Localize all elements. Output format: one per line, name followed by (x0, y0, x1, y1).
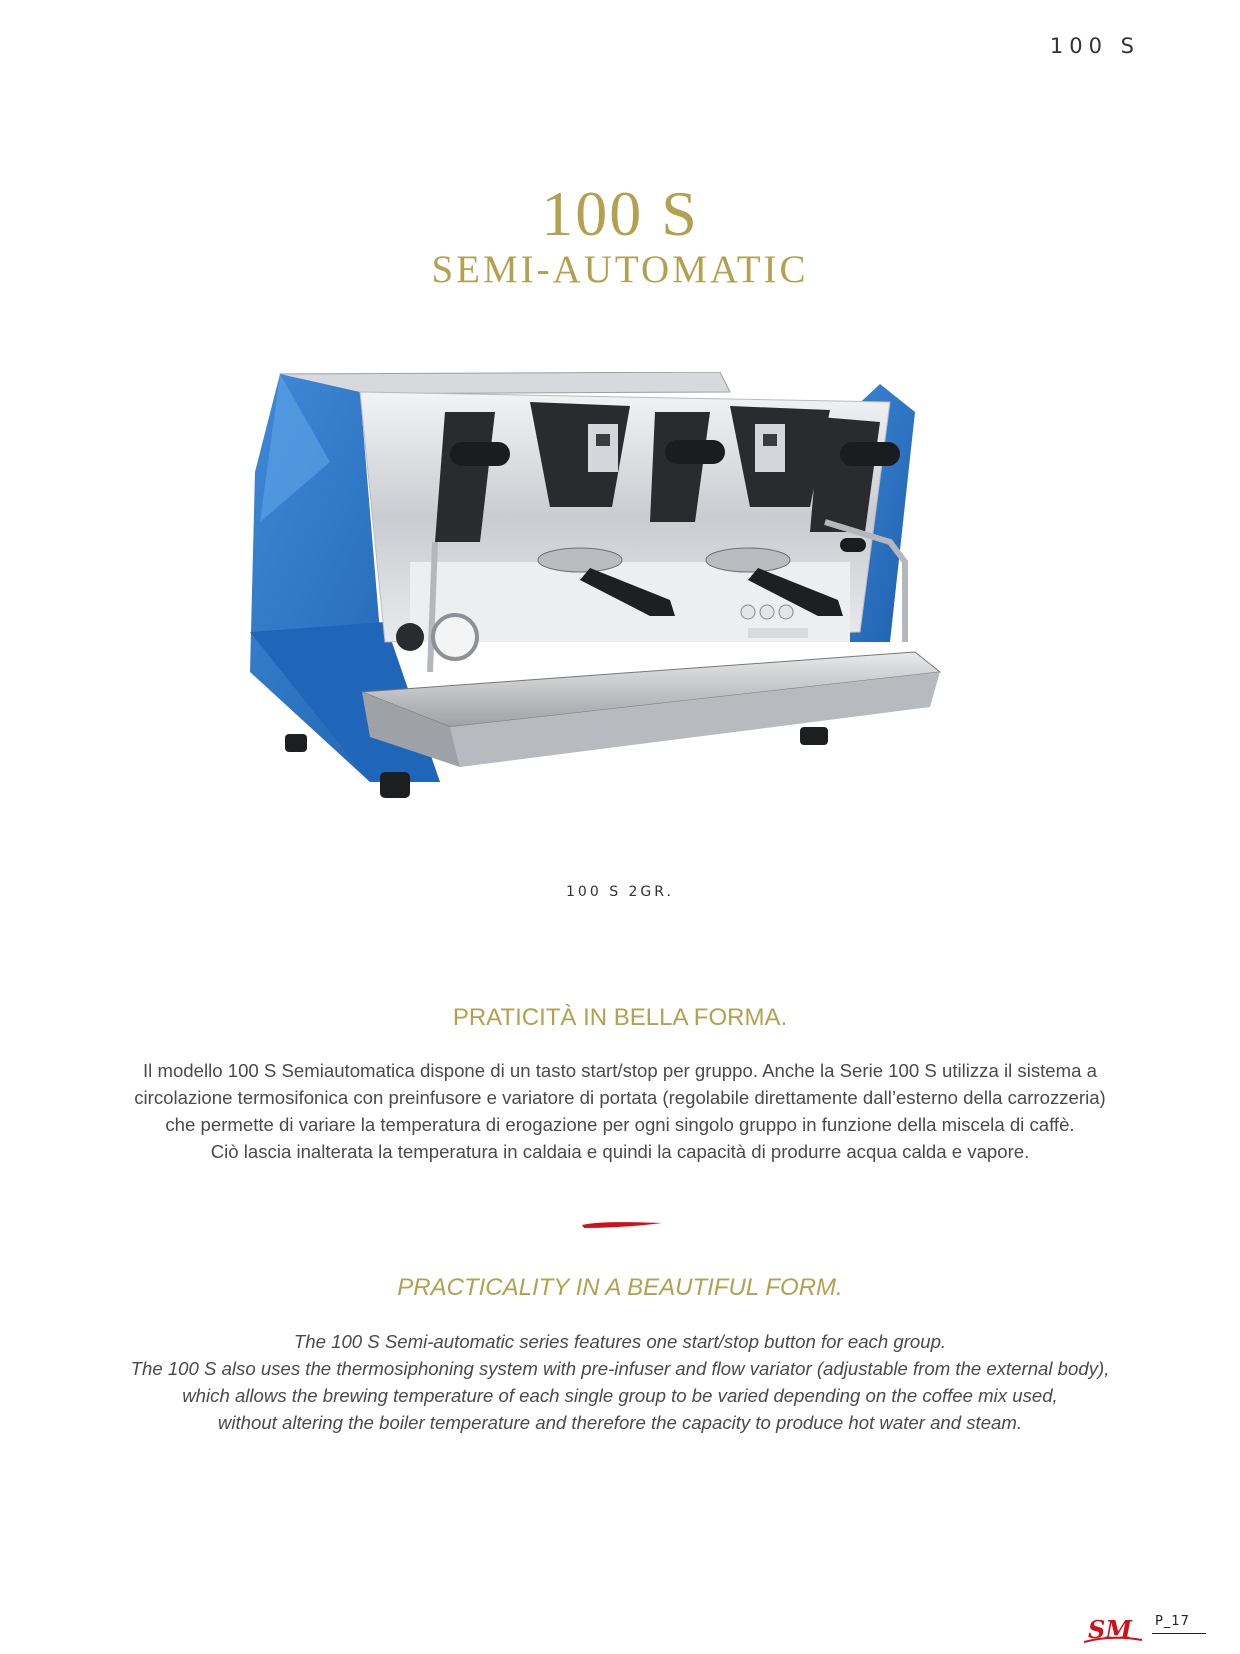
paragraph-line: The 100 S Semi-automatic series features one start/stop button for each group. (293, 1331, 947, 1352)
page-subtitle: SEMI-AUTOMATIC (431, 248, 809, 291)
page-number: P_17 (1155, 1614, 1190, 1629)
page-number-underline (1152, 1633, 1206, 1634)
red-brush-divider (580, 1218, 664, 1230)
paragraph-line: circolazione termosifonica con preinfusore e variatore di portata (regolabile direttamente dall’esterno della carrozzeria) (134, 1087, 1106, 1108)
english-paragraph (60, 1328, 1180, 1436)
paragraph-line: which allows the brewing temperature of each single group to be varied depending on the coffee mix used, (182, 1385, 1058, 1406)
page-title: 100 S (541, 178, 699, 249)
paragraph-line: Ciò lascia inalterata la temperatura in caldaia e quindi la capacità di produrre acqua calda e vapore. (210, 1141, 1030, 1162)
italian-heading: PRATICITÀ IN BELLA FORMA. (452, 1004, 788, 1031)
english-heading: PRACTICALITY IN A BEAUTIFUL FORM. (397, 1274, 843, 1301)
pressure-gauge (433, 615, 477, 659)
paragraph-line: Il modello 100 S Semiautomatica dispone di un tasto start/stop per gruppo. Anche la Serie 100 S utilizza il sistema a (143, 1060, 1097, 1081)
model-code-header: 100 S (1049, 34, 1140, 58)
paragraph-line: che permette di variare la temperatura di erogazione per ogni singolo gruppo in funzione della miscela di caffè. (165, 1114, 1075, 1135)
image-caption: 100 S 2GR. (566, 884, 674, 900)
paragraph-line: without altering the boiler temperature and therefore the capacity to produce hot water and steam. (217, 1412, 1023, 1433)
paragraph-line: The 100 S also uses the thermosiphoning system with pre-infuser and flow variator (adjustable from the external body), (130, 1358, 1110, 1379)
espresso-machine-image (250, 372, 990, 842)
svg-text:SM: SM (1088, 1616, 1132, 1644)
sm-brand-logo (1084, 1616, 1144, 1646)
italian-paragraph (60, 1057, 1180, 1165)
